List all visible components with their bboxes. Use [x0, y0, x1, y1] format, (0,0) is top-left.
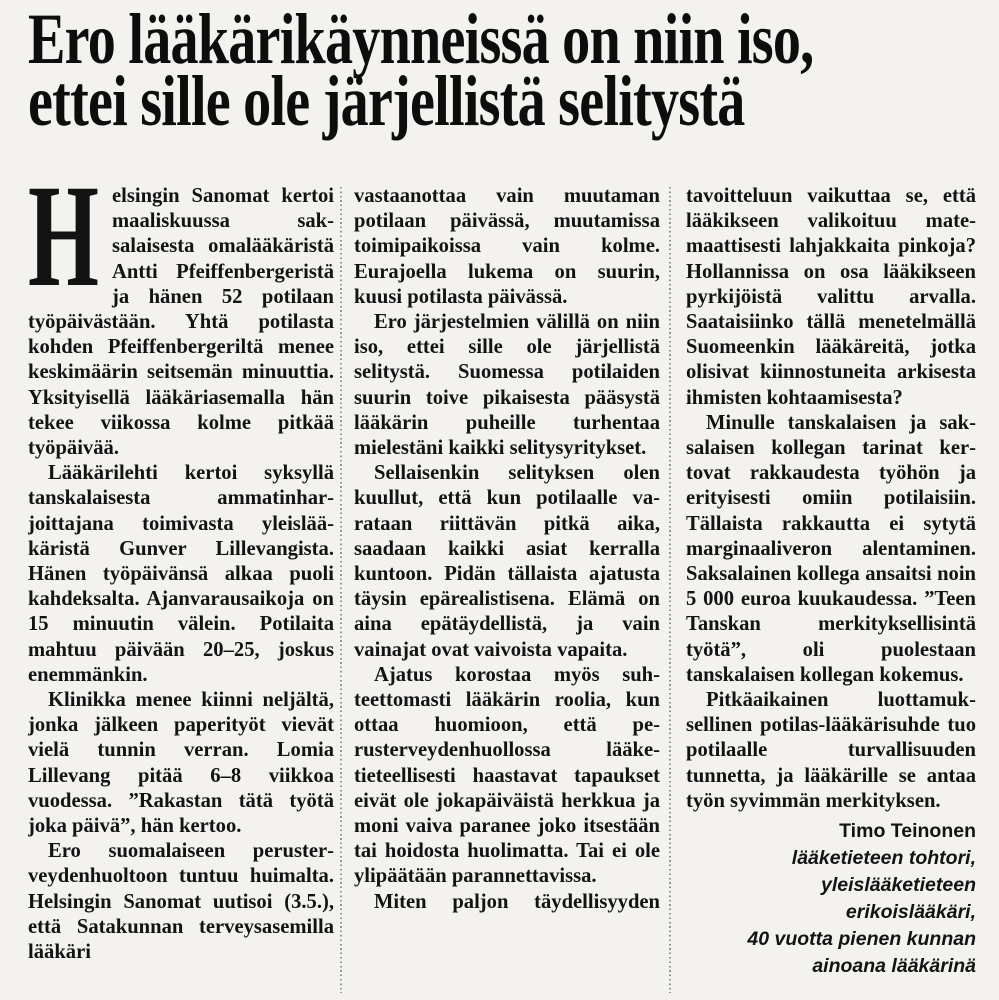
paragraph	[28, 461, 334, 688]
paragraph: Sellaisenkin selityksen olen kuullut, että kun potilaalle varataan riittävän pitkä aika, saadaan kaikki asiat kerralla kuntoon. Pidän tällaista ajatusta täysin epärealistisena. Elämä on aina epätäydellistä, ja vain vainajat ovat vaivoista vapaita.	[354, 462, 660, 661]
lead-paragraph	[28, 184, 334, 461]
bold-person-name: Antti Pfeiffenbergeristä	[112, 260, 334, 283]
paragraph: Ero järjestelmien välillä on niin iso, ettei sille ole järjellistä selitystä. Suomessa potilaiden suurin toive pikaisesta pääsystä lääkärin puheille turhentaa mielestäni kaikki selitysyritykset.	[354, 311, 660, 460]
paragraph-continuation: vastaanottaa vain muutaman potilaan päivässä, muutamissa toimipaikoissa vain kolme. Eurajoella lukema on suurin, kuusi potilasta päivässä.	[354, 185, 660, 308]
text-run: elsingin Sanomat kertoi maaliskuussa saksalaisesta omalääkäristä	[112, 185, 334, 258]
author-title-4: ainoana lääkärinä	[812, 955, 976, 978]
bold-person-name: Gunver Lillevangista	[119, 537, 329, 560]
drop-cap	[28, 184, 112, 317]
author-title-2: yleislääketieteen erikoislääkäri,	[820, 874, 976, 924]
author-title-3: 40 vuotta pienen kunnan	[747, 928, 976, 951]
drop-cap-letter: H	[28, 184, 99, 317]
paragraph-continuation: tavoitteluun vaikuttaa se, että lääkikseen valikoituu matemaattisesti lahjakkaita pinkoja? Hollannissa on osa lääkikseen pyrkijöistä valittu arvalla. Saataisiinko tällä menetelmällä Suomeenkin lääkäreitä, jotka olisivat kiinnostuneita arkisesta ihmisten kohtaamisesta?	[686, 185, 976, 409]
paragraph-continued: Miten paljon täydellisyyden	[374, 890, 660, 913]
column-rule-right	[669, 187, 671, 993]
text-run: ja hänen 52 potilaan työpäivästään. Yhtä potilasta kohden Pfeiffenbergeriltä menee keskimäärin seitsemän minuuttia. Yksityisellä lääkäriasemalla hän tekee viikossa kolme pitkää työpäivää.	[28, 285, 334, 460]
body-column-1	[28, 184, 334, 1000]
column-rule-left	[340, 187, 342, 993]
paragraph: Pitkäaikainen luottamuksellinen potilas-lääkärisuhde tuo potilaalle turvallisuuden tunnetta, ja lääkärille se antaa työn syvimmän merkityksen.	[686, 689, 976, 812]
paragraph: Minulle tanskalaisen ja saksalaisen kollegan tarinat kertovat rakkaudesta työhön ja erityisesti omiin potilaisiin. Tällaista rakkautta ei sytytä marginaaliveron alentaminen. Saksalainen kollega ansaitsi noin 5 000 euroa kuukaudessa. ”Teen Tanskan merkityksellisintä työtä”, oli puolestaan tanskalaisen kollegan kokemus.	[686, 411, 976, 686]
text-run: . Hänen työpäivänsä alkaa puoli kahdeksalta. Ajanvarausaikoja on 15 minuutin välein. Potilaita mahtuu päivään 20–25, joskus enemmänkin.	[28, 537, 334, 686]
text-run: Lääkärilehti kertoi syksyllä tanskalaisesta ammatinharjoittajana toimivasta yleislääkäristä	[28, 462, 334, 560]
body-column-2	[354, 184, 660, 1000]
paragraph-continued: Ero suomalaiseen perusterveydenhuoltoon tuntuu huimalta. Helsingin Sanomat uutisoi (3.5.), että Satakunnan terveysasemilla lääkäri	[28, 840, 334, 964]
headline-line-2: ettei sille ole järjellistä selitystä	[28, 61, 745, 141]
author-title-1: lääketieteen tohtori,	[791, 847, 976, 870]
author-name: Timo Teinonen	[839, 820, 976, 843]
headline-line-1: Ero lääkärikäynneissä on niin iso,	[28, 0, 814, 79]
paragraph: Klinikka menee kiinni neljältä, jonka jälkeen paperityöt vievät vielä tunnin verran. Lomia Lillevang pitää 6–8 viikkoa vuodessa. ”Rakastan tätä työtä joka päivä”, hän kertoo.	[28, 689, 334, 838]
paragraph: Ajatus korostaa myös suhteettomasti lääkärin roolia, kun ottaa huomioon, että perusterveydenhuollossa lääketieteellisesti haastavat tapaukset eivät ole jokapäiväistä herkkua ja moni vaiva paranee joko itsestään tai hoidosta huolimatta. Tai ei ole ylipäätään parannettavissa.	[354, 663, 660, 888]
body-column-3	[686, 184, 976, 1000]
article-headline	[28, 0, 999, 141]
author-signature	[686, 818, 976, 980]
